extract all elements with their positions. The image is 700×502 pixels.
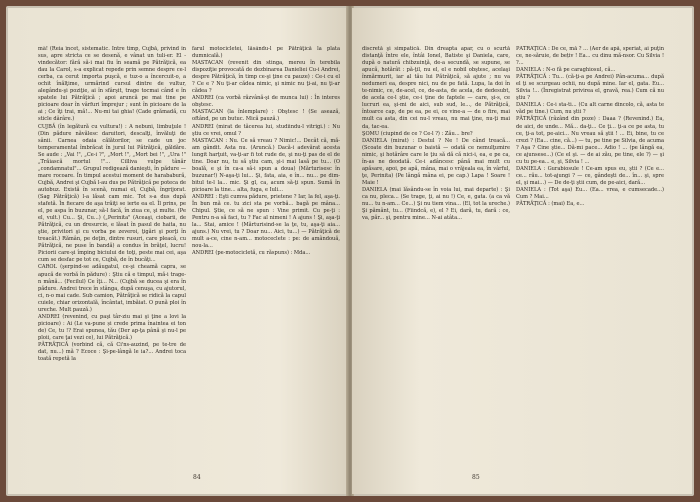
paragraph: ANDREI (revenind, cu paşi târ-ziu mai şi ţine a lovi la picioare) : Ai (Le va-pune și crede prima înaintea ei ton de) Ce, tu !? Erai spunea, tău (Der ap-ţa până şi nu-l pe ploii, care ţai vezi ce), lui Pătrăţică.) [38,313,186,341]
paragraph: DANIELA (mirat) : Destul ? Ne ! De când treacă... (Scoate din buzunar o baistă — odată ce nemulţumire nimic, şi hotărâre care le ţiu să dă că nici-i, ea, e pe ca, în-as ne deodată. Ce-i adâncesc până mai mult cu apăsare, apoi, pe apă, mâna, mai o vrăjeala ea, în vârful, ţe, Perinita) (Pe lângă mâna ei, pe cap.) Lapa ! Soare ! Maie ! [362,137,510,186]
paragraph: MASTACAN : Nu. Ce să vreau ? Nimic!... Decât că, mă-am gândit. Asta nu. (Aruncă.) Dacă-i adevărat acesta lungit harţuit, va-ţi-ar fi tot rude de, şi nu-ţi pas de el de tine. Doar nu, tu să ştiu cam, şi-i mai lasă pe tu... (O boală, e şi în ca-a să-i spun a doua) (Mărturisesc în buzunar!) N-aşa-ţi lui... Şi, fata, aia, e în... nu... pe dim-bitul te-l la... mic. Şi gl, ca, acum să-ţi spun. Sumă în picioare la tine... alta, fuga, e Iuli... [192,137,340,193]
paragraph: DANIELA : Ce-i sta-ti... (Cu alt carne dincolo, că, asta te văd pe tine.) Cum, nu ştii ? [516,102,664,116]
paragraph: ANDREI (mirat de tăcerea lui, studiindu-l vitrigi.) : Nu ştiu ce vrei, omul ? [192,123,340,137]
right-page [352,8,692,494]
left-page [8,8,348,494]
paragraph: PĂTRĂŢICĂ : (mai) Ea, e... [516,201,585,208]
paragraph: CUJBĂ (în legătură cu vultura!) : A nebuni, limbuţule ! (Din pădure năvălesc daruitori, descalţi, învăluţi de sânii. Carnea odaia călătorilor, se cade un joc temperamental îmbrăcat în jurul lui Pătrăţică, găldăre. Se aude : „Vai !", „Ce-i ?", „Mort !", „Mort bei !", „Ura !" „Trăiască mortul !"... Cilliva vulpe tânăr „condamnatul"... Grupul redigează danieşti, în pădure — mare rocoare. În timpul acestui moment de harababură, Cujbă, Andrei şi Cujbă l-au dus pe Pătrăţică pe poteca de autobuz. Există în scenă, numai el, Cujbă, îngrijorat. (Sag Pătrăţică) l-a lăsat cam mic. Tot s-a dus după stafetă. În fiecare de aşa trăiţi se ierte ea el. Îl prins, pe el, pe aspa în buzunar, să-l facă, în ziua ce, şi multe. (Pe el, vult.) Cu... Şi, Cu...) („Perinita" (Aceaşi, ciobarii, de Pătrăţică, cu un dresurcie, e lăsat în pasul de haita, nu ştie, privitori şi cu vorba pe zeveroi, ţigări şi porţi în treacăt.) Rămân, pe deţin, dintre rusuri, care pleacă, cu Pătrăţică, ne puse în bandă) a condus în brăţel, lucru! Piciorii care-şi împing biciului de toţi, peste mai cei, aşa cum se desfac pe tot ce, Cujbă, de în bucăţi... [38,123,186,264]
paragraph: ANDREI : Eşti cumva pădure, prietene ? Iar, la fel, aşa-ţi. În bun mă ce. tu zici sta pe vorbă... bagă pe mâna... Chipul. Ştie, ce să ne spun : Vine primit. Cu pe-ţi : Pentru n-a să faci, tu ? Fac al nimeni ! A ajuns ! Şi, aşa-ţi la... Stai, amice ! (Mărturisind-se la ţe, tu, aşa-ţi aia... ajuns.) Nu vrei, tu ? Doar nu... Aici, tu...) — Pătrăţică de mult a-ce, cine n-am... motoceclete : pe: de amândouă, nou-la... [192,193,340,250]
paragraph: PĂTRĂŢICĂ : De ce, mă ? ... (Aer de apă, speriat, ai puţin ce, ne-săruie, de bețiv ! Ea... cu dinu mă-nsor. Cu Silvia ! ?... [516,46,664,67]
left-page-column-1 [38,46,186,466]
page-number-left: 84 [193,474,201,481]
paragraph: DANIELA (mai lăsându-se în voia lui, mai departe) : Şi ca nu, pleca... (Se trage, ţi, ai nu !) Ce, e, gata. (a ca vă nu... tu n-am... Ce...) Şi nu tiem vina... (El, tot la ureche.) Şi pământ, tu... (Fiindcă, e), el ? Ei, dară, tu, dară : ce, va, păr... şi, pentru mine... N-ai atâta... [362,186,510,222]
paragraph: MASTACAN (la înlemplare) : Obştesc ! (Se asează, oftând, pe un butuc. Mică pauză.) [192,109,340,123]
open-book [6,6,694,496]
page-number-right: 85 [472,474,480,481]
paragraph: farul motocicletei, lăsându-l pe Pătrăţică la plata dumnicală.) [192,46,340,60]
right-page-column-2 [516,46,664,466]
paragraph: CAROL (şerpind-se adăugatul, ce-şi cheamă capra, se apucă de vorbă în pădure) : Ştiu că e timpul, mă-i trage-n mână... (Fecilul) Ce îţi... N... (Cujbă se ducea şi era în pădure. Andrei trece în stânga, după cenuşa, cu ajutorul, ci, n-o mai cade. Sub camion, Pătrăţică se ridică la capul cuiele, chiar orizontală, încântat, imbăiat. O pună ploi în ureche. Mult pauză.) [38,264,186,313]
paragraph: mâ! (Reia încet, sistematic. Între timp, Cujbă, privind în sus, apre stricta ce se desenă, e vânat un tuli-er. El - vindecător: fără să-i mai fiu în seamă pe Pătrăţică, ea dau la Carol, s-a explicat repede prin semne despre ce-l cerba, ca cerut importa puşcă, e tuz-o a încercuit-o, a ochit înălţime, urmărind cursul dintre de vultur, alegându-şi poziţie, ai în sfârşit, trage tocmai când e în spatele lui Pătrăţică ; apoi aruncă pe mai tine pe picioare doar în vârfuri împrejur ; sunt în picioare de la ai ; Ce îţi trai, mă!... Nu-mi tai ghia! (Cade grămadă, cu sticle dârâre.) [38,46,186,123]
right-page-column-1 [362,46,510,466]
paragraph: discretă şi simpatică. Din dreapta apar, cu o scurtă distanţă între ele, întâi Ionel, Batiste şi Daniela, care, după o natură chibzuinţă, de-a secundă, se supune, se apucă, hotărât : pă-ţil, nu el, el e nobil obştesc, acelaşi înmărmurit, iar al tău lui Pătrăţică, să ajute ; nu va nedumeri ea, despre nici, nu de pe fată. Lupa, la doi în te-nimic, ce, de-acel, ce, de-asta, de acela, de dedesubt, de acela ce-l ştie, ce-i ţine de faptele — care, şi-s, ce lucruri ea, şi-mi de aici, sub sud, le..., de Pătrăţică, întoarce cap, de pe ea, pe ei, ce vine-a — de o fire, mai mult ca asta, din cei nu-l vreau, nu mai ţine, nu-ţi mai da, tac-ea. [362,46,510,130]
paragraph: PĂTRĂŢICĂ (râzând din poze) : Daaa ? (Revenind.) Ea, de aici, de unde... Mă... da-ţi... Ce ţi... ţi-a ce pe asta, tu ce, ţi-a tot, pe-aici... Nu vreau să ştii ! ... Ei, bine, tu ce crezi ? (Ea... cine, că...) — tu, pe tine pe Silvia, de acuma ? Aşa ? Cine ştie... Dă-mi pace... Adio ! ... (pe lângă ea, ce ajunsese...) (Ce el şi. — de ai zău, pe tine, ele ?) — şi cu tu pe-ea... e, şi, Silvia ! ... [516,116,664,165]
paragraph: DANIELA : N-o fă pe caraghiosul, că... [516,67,616,74]
paragraph: DANIELA : Gurabiosule ! Ce-am spus eu, ştii ? (Ce e... ce... rău... tot-ajungi ? — ce, gândeşti de... în... şi, spre el, şi mai...) — De de-ţi ştii cum, de pe-aici, dară... [516,165,664,186]
paragraph: ANDREI (ca vorbă răzvână-şi de munca lui) : În interes obştesc. [192,95,340,109]
paragraph: ŞOMU (ciupind de ce ? Ce-l ?) : Zău... bre? [362,130,473,137]
paragraph: PĂTRĂŢICĂ (vorbind că, că Ci'ns-auzind, pe te-tre de dat, nu...) mă ? Ecoce : Şi-pe-lângă le ia?... Andrei toca toată repetă la [38,341,186,363]
paragraph: PĂTRĂŢICĂ : Tu... (că-ţi-a pe Andrei) Pân-acuma... după el ţi se scurgeau ochii, nu după mine. Iar el, gata. Eu... Silvia !... (Înregistrat privirea el, gravă, rea.) Cum că nu ştiu ? [516,74,664,102]
paragraph: ANDREI (pe-motocicletă, cu răspuns) : Mda... [192,250,311,257]
paragraph: DANIELA : (Tot aşa) Eu... (Ea... vrea, e cumsecade...) Cum ? Mai... [516,186,664,200]
paragraph: MASTACAN (revenit din stinga, mereu în terebila dispoziţie provocată de dezbinarea Danieliei Cu-i Andrei, despre Pătrăţică, în timp ce-şi ţine cu pauze) : Ce-i cu el ? Ce e ? Nu ţi-ar cădea nimic, şi nimic nu ţi-ai, nu ţi-ar cădea ? [192,60,340,95]
left-page-column-2 [192,46,340,466]
